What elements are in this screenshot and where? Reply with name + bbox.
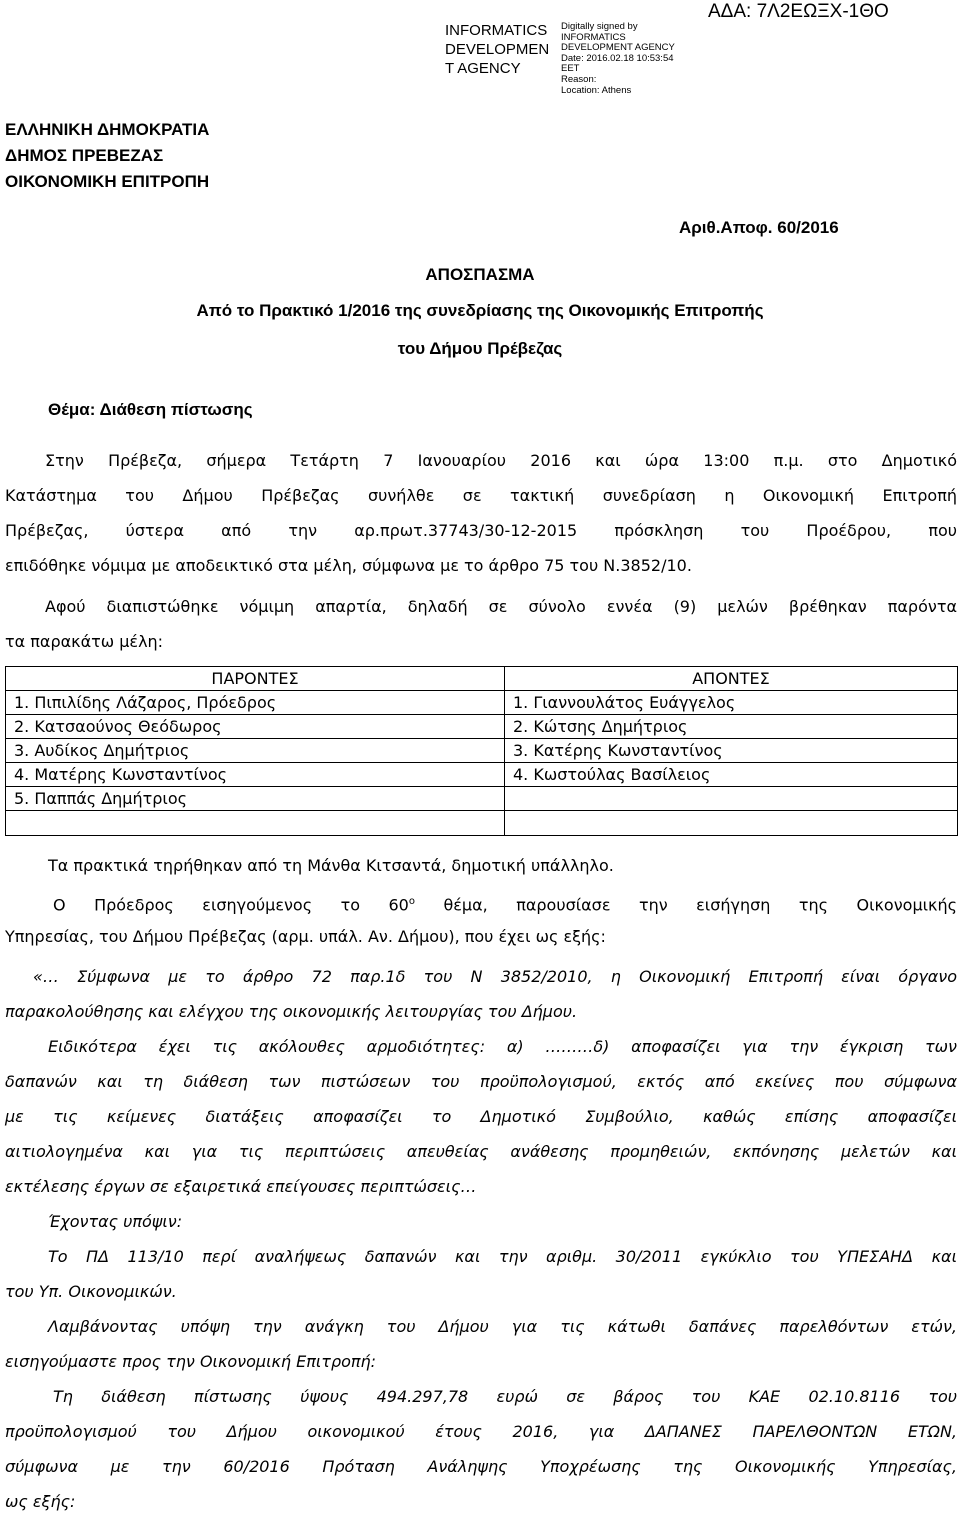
authority-municipality: ΔΗΜΟΣ ΠΡΕΒΕΖΑΣ — [5, 146, 164, 165]
body-line: εκτέλεσης έργων σε εξαιρετικά επείγουσες περιπτώσεις… — [5, 1177, 477, 1196]
signer-name-line: T AGENCY — [445, 60, 521, 77]
intro-line: Στην Πρέβεζα, σήμερα Τετάρτη 7 Ιανουαρίου 2016 και ώρα 13:00 π.μ. στο Δημοτικό — [45, 451, 957, 470]
absent-header: ΑΠΟΝΤΕΣ — [505, 667, 958, 691]
signature-line: Digitally signed by — [561, 21, 638, 32]
signer-name-line: DEVELOPMEN — [445, 41, 550, 58]
signature-line: DEVELOPMENT AGENCY — [561, 42, 675, 54]
present-member: 2. Κατσαούνος Θεόδωρος — [6, 715, 505, 739]
body-line: «… Σύμφωνα με το άρθρο 72 παρ.1δ του Ν 3852/2010, η Οικονομική Επιτροπή είναι όργανο — [33, 967, 957, 986]
body-line: ως εξής: — [5, 1492, 76, 1511]
table-row — [6, 667, 958, 691]
table-row — [6, 691, 958, 715]
body-line: παρακολούθησης και ελέγχου της οικονομικής λειτουργίας του Δήμου. — [5, 1002, 578, 1021]
signature-line: Date: 2016.02.18 10:53:54 — [561, 52, 674, 64]
ordinal-sup: ο — [408, 896, 415, 907]
signature-line: Reason: — [561, 73, 597, 85]
table-row — [6, 763, 958, 787]
present-member: 4. Ματέρης Κωνσταντίνος — [6, 763, 505, 787]
present-member: 1. Πιπιλίδης Λάζαρος, Πρόεδρος — [6, 691, 505, 715]
quorum-line: τα παρακάτω μέλη: — [5, 632, 164, 651]
body-line: εισηγούμαστε προς την Οικονομική Επιτροπή: — [5, 1352, 377, 1371]
signature-line: INFORMATICS — [561, 31, 626, 43]
signature-line: Location: Athens — [561, 84, 632, 96]
chairman-text: θέμα, παρουσίασε την εισήγηση της Οικονομικής — [414, 895, 958, 915]
decision-number: Αριθ.Αποφ. 60/2016 — [679, 218, 839, 237]
intro-line: Πρέβεζας, ύστερα από την αρ.πρωτ.37743/30-12-2015 πρόσκληση του Προέδρου, που — [5, 521, 957, 540]
intro-paragraph — [5, 443, 957, 583]
absent-member: 1. Γιαννουλάτος Ευάγγελος — [505, 691, 958, 715]
body-line: Ειδικότερα έχει τις ακόλουθες αρμοδιότητες: α) ………δ) αποφασίζει για την έγκριση των — [48, 1037, 957, 1056]
body-line: του Υπ. Οικονομικών. — [5, 1282, 177, 1301]
present-header: ΠΑΡΟΝΤΕΣ — [6, 667, 505, 691]
members-table — [5, 666, 958, 836]
intro-line: επιδόθηκε νόμιμα με αποδεικτικό στα μέλη, σύμφωνα με το άρθρο 75 του Ν.3852/10. — [5, 556, 692, 575]
table-row — [6, 787, 958, 811]
minutes-municipality: του Δήμου Πρέβεζας — [397, 339, 563, 358]
chairman-line: Υπηρεσίας, του Δήμου Πρέβεζας (αρμ. υπάλ. Αν. Δήμου), που έχει ως εξής: — [5, 927, 606, 946]
body-line: σύμφωνα με την 60/2016 Πρόταση Ανάληψης Υποχρέωσης της Οικονομικής Υπηρεσίας, — [5, 1457, 957, 1476]
present-member: 5. Παππάς Δημήτριος — [6, 787, 505, 811]
extract-title: ΑΠΟΣΠΑΣΜΑ — [425, 265, 535, 284]
proposal-body — [5, 959, 957, 1519]
body-line: Έχοντας υπόψιν: — [48, 1212, 183, 1231]
signer-name-line: INFORMATICS — [445, 22, 548, 39]
absent-member: 2. Κώτσης Δημήτριος — [505, 715, 958, 739]
intro-line: Κατάστημα του Δήμου Πρέβεζας συνήλθε σε τακτική συνεδρίαση η Οικονομική Επιτροπή — [5, 486, 957, 505]
authority-committee: ΟΙΚΟΝΟΜΙΚΗ ΕΠΙΤΡΟΠΗ — [5, 172, 210, 191]
chairman-line — [5, 884, 957, 919]
signature-line: EET — [561, 63, 580, 75]
empty-cell — [505, 811, 958, 836]
absent-member-empty — [505, 787, 958, 811]
quorum-paragraph — [5, 589, 957, 659]
body-line: δαπανών και τη διάθεση των πιστώσεων του προϋπολογισμού, εκτός από εκείνες που σύμφωνα — [5, 1072, 957, 1091]
body-line: αιτιολογημένα και για τις περιπτώσεις απευθείας ανάθεσης προμηθειών, εκπόνησης μελετών και — [5, 1142, 957, 1161]
digital-signature-details — [561, 22, 675, 96]
body-line: με τις κείμενες διατάξεις αποφασίζει το Δημοτικό Συμβούλιο, καθώς επίσης αποφασίζει — [5, 1107, 957, 1126]
signer-name — [445, 21, 549, 78]
ada-code: ΑΔΑ: 7Λ2ΕΩΞΧ-1ΘΟ — [708, 1, 889, 22]
body-line: Το ΠΔ 113/10 περί αναλήψεως δαπανών και την αριθμ. 30/2011 εγκύκλιο του ΥΠΕΣΑΗΔ και — [48, 1247, 957, 1266]
table-row — [6, 739, 958, 763]
authority-country: ΕΛΛΗΝΙΚΗ ΔΗΜΟΚΡΑΤΙΑ — [5, 120, 210, 139]
minutes-kept-line: Τα πρακτικά τηρήθηκαν από τη Μάνθα Κιτσαντά, δημοτική υπάλληλο. — [48, 856, 614, 875]
body-line: προϋπολογισμού του Δήμου οικονομικού έτους 2016, για ΔΑΠΑΝΕΣ ΠΑΡΕΛΘΟΝΤΩΝ ΕΤΩΝ, — [5, 1422, 957, 1441]
table-row — [6, 715, 958, 739]
table-row — [6, 811, 958, 836]
subject-line: Θέμα: Διάθεση πίστωσης — [48, 400, 253, 419]
absent-member: 4. Κωστούλας Βασίλειος — [505, 763, 958, 787]
present-member: 3. Αυδίκος Δημήτριος — [6, 739, 505, 763]
minutes-reference: Από το Πρακτικό 1/2016 της συνεδρίασης της Οικονομικής Επιτροπής — [196, 301, 764, 320]
body-line: Τη διάθεση πίστωσης ύψους 494.297,78 ευρώ σε βάρος του ΚΑΕ 02.10.8116 του — [53, 1387, 957, 1406]
body-line: Λαμβάνοντας υπόψη την ανάγκη του Δήμου για τις κάτωθι δαπάνες παρελθόντων ετών, — [48, 1317, 957, 1336]
quorum-line: Αφού διαπιστώθηκε νόμιμη απαρτία, δηλαδή σε σύνολο εννέα (9) μελών βρέθηκαν παρόντα — [45, 597, 957, 616]
chairman-text: Ο Πρόεδρος εισηγούμενος το 60 — [53, 895, 409, 915]
empty-cell — [6, 811, 505, 836]
absent-member: 3. Κατέρης Κωνσταντίνος — [505, 739, 958, 763]
chairman-paragraph — [5, 884, 957, 954]
